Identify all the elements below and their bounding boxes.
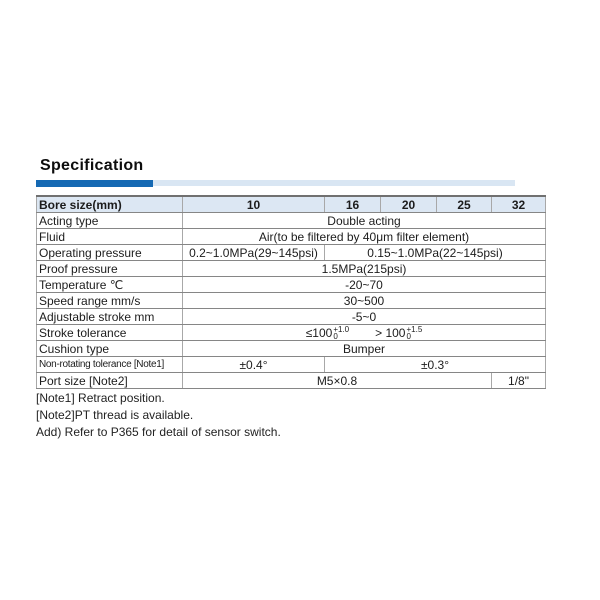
title-underline-bar-dark (36, 180, 153, 187)
cell-value-bore16-32: ±0.3° (325, 357, 546, 373)
row-label: Port size [Note2] (37, 373, 183, 389)
tolerance-superscript: +1.5 (406, 324, 423, 334)
cell-value: 30~500 (183, 293, 546, 309)
table-row-operating-pressure (37, 245, 546, 261)
row-label: Stroke tolerance (37, 325, 183, 341)
tolerance-le-100: ≤100 +1.0 0 (305, 324, 350, 341)
table-row-adjustable-stroke (37, 309, 546, 325)
cell-value-bore10-25: M5×0.8 (183, 373, 492, 389)
cell-value: Bumper (183, 341, 546, 357)
row-label: Fluid (37, 229, 183, 245)
note-additional: Add) Refer to P365 for detail of sensor switch. (36, 425, 281, 439)
note-2: [Note2]PT thread is available. (36, 408, 194, 422)
title-underline-bar (36, 180, 515, 188)
table-row-cushion-type (37, 341, 546, 357)
cell-value-stroke-tolerance (183, 325, 546, 341)
tolerance-subscript: 0 (406, 331, 411, 341)
header-col-20: 20 (381, 196, 437, 213)
cell-value: Air(to be filtered by 40μm filter element) (183, 229, 546, 245)
table-row-temperature (37, 277, 546, 293)
header-col-32: 32 (492, 196, 546, 213)
cell-value-bore10: 0.2~1.0MPa(29~145psi) (183, 245, 325, 261)
header-col-10: 10 (183, 196, 325, 213)
tolerance-gt-100: > 100 +1.5 0 (375, 324, 423, 341)
table-row-port-size (37, 373, 546, 389)
row-label: Speed range mm/s (37, 293, 183, 309)
table-header-row (37, 196, 546, 213)
footnotes (36, 390, 281, 441)
note-1: [Note1] Retract position. (36, 391, 165, 405)
table-row-speed-range (37, 293, 546, 309)
table-row-stroke-tolerance (37, 325, 546, 341)
title-underline-bar-light (153, 180, 515, 186)
table-row-non-rotating-tolerance (37, 357, 546, 373)
cell-value-bore32: 1/8" (492, 373, 546, 389)
tolerance-superscript: +1.0 (333, 324, 350, 334)
cell-value: 1.5MPa(215psi) (183, 261, 546, 277)
table-row-proof-pressure (37, 261, 546, 277)
table-row-fluid (37, 229, 546, 245)
row-label: Proof pressure (37, 261, 183, 277)
table-row-acting-type (37, 213, 546, 229)
cell-value-bore16-32: 0.15~1.0MPa(22~145psi) (325, 245, 546, 261)
page-title: Specification (40, 157, 144, 174)
specification-table (36, 195, 546, 389)
cell-value-bore10: ±0.4° (183, 357, 325, 373)
header-bore-size: Bore size(mm) (37, 196, 183, 213)
cell-value: -5~0 (183, 309, 546, 325)
row-label: Adjustable stroke mm (37, 309, 183, 325)
row-label: Non-rotating tolerance [Note1] (37, 357, 183, 373)
row-label: Operating pressure (37, 245, 183, 261)
cell-value: -20~70 (183, 277, 546, 293)
row-label: Acting type (37, 213, 183, 229)
row-label: Cushion type (37, 341, 183, 357)
tolerance-subscript: 0 (333, 331, 338, 341)
row-label: Temperature ℃ (37, 277, 183, 293)
header-col-16: 16 (325, 196, 381, 213)
header-col-25: 25 (437, 196, 492, 213)
cell-value: Double acting (183, 213, 546, 229)
